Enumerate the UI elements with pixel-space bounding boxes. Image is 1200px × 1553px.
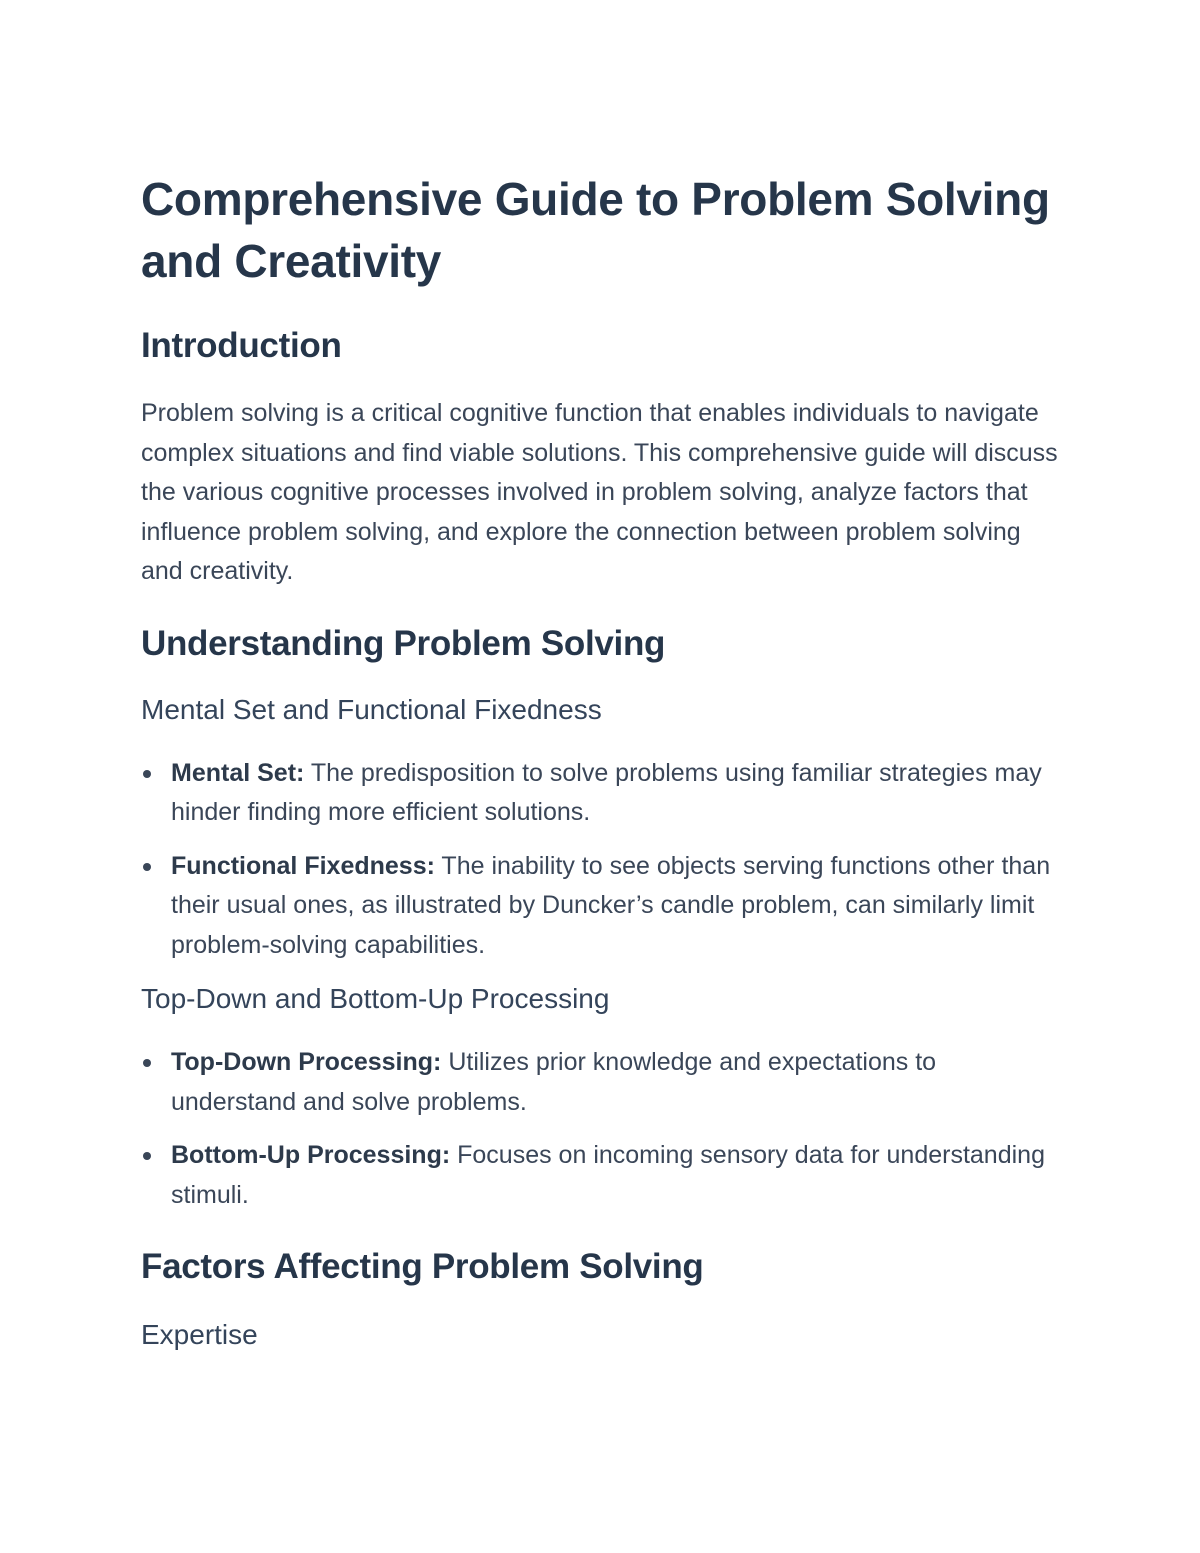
introduction-heading: Introduction [141, 326, 342, 365]
factors-heading: Factors Affecting Problem Solving [141, 1247, 704, 1286]
list-item-term: Functional Fixedness: [171, 851, 435, 880]
document-title: Comprehensive Guide to Problem Solving and Creativity [141, 173, 1050, 287]
processing-list [141, 1043, 1061, 1215]
list-item-term: Mental Set: [171, 758, 305, 787]
list-item-term: Top-Down Processing: [171, 1048, 442, 1076]
list-item [141, 1043, 1061, 1122]
introduction-paragraph: Problem solving is a critical cognitive function that enables individuals to navigate complex situations and find viable solutions. This comprehensive guide will discuss the various cognitive processes involved in problem solving, analyze factors that influence problem solving, and explore the connection between problem solving and creativity. [141, 399, 1058, 585]
bullet-icon [143, 770, 151, 778]
bullet-icon [143, 863, 151, 871]
list-item [141, 754, 1061, 833]
mental-set-subheading: Mental Set and Functional Fixedness [141, 693, 602, 725]
processing-subheading: Top-Down and Bottom-Up Processing [141, 983, 610, 1014]
expertise-subheading: Expertise [141, 1319, 258, 1350]
mental-set-list [141, 754, 1061, 966]
list-item-text: Focuses on incoming sensory data for understanding stimuli. [171, 1141, 1045, 1209]
document-page [141, 168, 1061, 1353]
list-item [141, 1136, 1061, 1215]
understanding-heading: Understanding Problem Solving [141, 623, 666, 663]
list-item-term: Bottom-Up Processing: [171, 1141, 451, 1169]
list-item-text: The predisposition to solve problems using familiar strategies may hinder finding more efficient solutions. [171, 758, 1042, 826]
bullet-icon [143, 1059, 151, 1067]
list-item-text: Utilizes prior knowledge and expectations to understand and solve problems. [171, 1048, 937, 1116]
list-item-text: The inability to see objects serving functions other than their usual ones, as illustrated by Duncker’s candle problem, can similarly limit problem-solving capabilities. [171, 851, 1051, 959]
list-item [141, 847, 1061, 966]
bullet-icon [143, 1152, 151, 1160]
